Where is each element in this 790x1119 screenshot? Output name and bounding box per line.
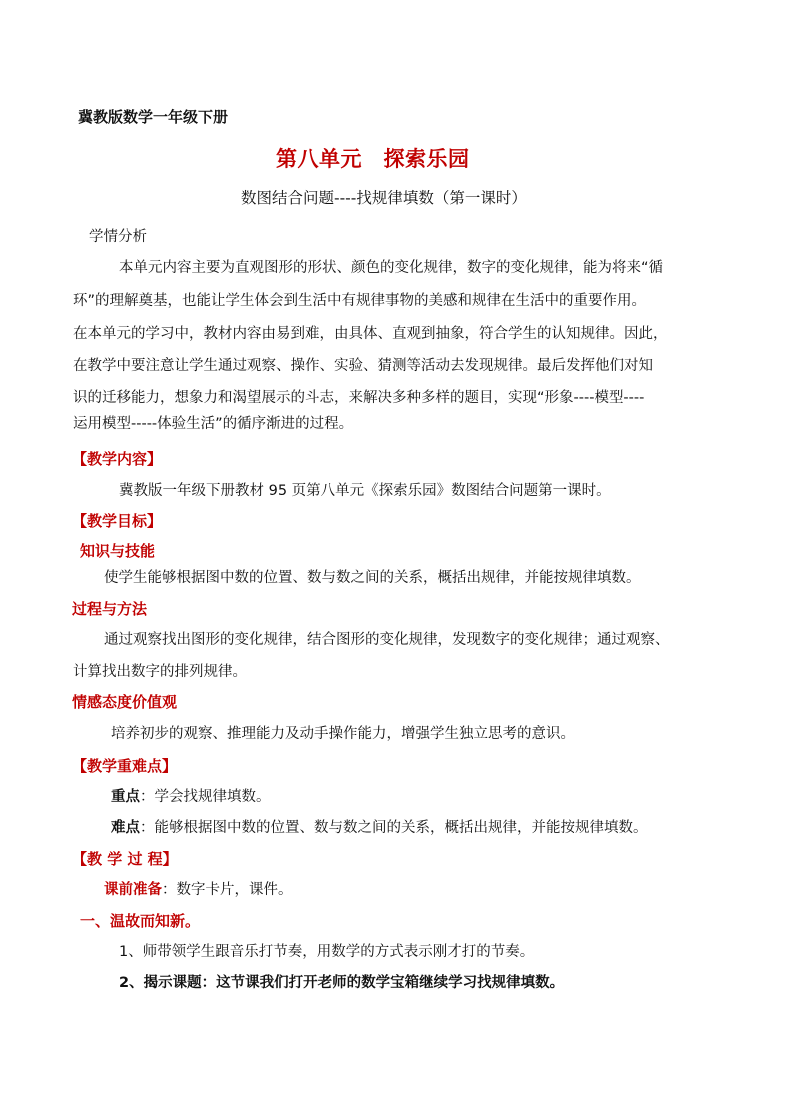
knowledge-text: 使学生能够根据图中数的位置、数与数之间的关系，概括出规律，并能按规律填数。 bbox=[104, 570, 641, 586]
step-1-item-1: 1、师带领学生跟音乐打节奏，用数学的方式表示刚才打的节奏。 bbox=[119, 944, 535, 960]
analysis-line-5: 识的迁移能力，想象力和渴望展示的斗志，来解决多种多样的题目，实现“形象----模型---- bbox=[73, 390, 645, 406]
key-point-label: 重点 bbox=[111, 789, 140, 805]
difficult-point-line bbox=[111, 818, 648, 838]
analysis-line-3: 在本单元的学习中，教材内容由易到难，由具体、直观到抽象，符合学生的认知规律。因此， bbox=[73, 326, 668, 342]
unit-title: 第八单元 探索乐园 bbox=[276, 147, 470, 171]
lesson-subtitle: 数图结合问题----找规律填数（第一课时） bbox=[241, 189, 527, 207]
teaching-content-text: 冀教版一年级下册教材 95 页第八单元《探索乐园》数图结合问题第一课时。 bbox=[119, 483, 611, 499]
analysis-line-6: 运用模型-----体验生活”的循序渐进的过程。 bbox=[73, 416, 354, 432]
step-1-heading: 一、温故而知新。 bbox=[80, 912, 201, 930]
process-line-2: 计算找出数字的排列规律。 bbox=[73, 664, 247, 680]
analysis-line-1: 本单元内容主要为直观图形的形状、颜色的变化规律，数字的变化规律，能为将来“循 bbox=[119, 260, 664, 276]
preparation-label: 课前准备 bbox=[104, 882, 162, 898]
step-1-item-2: 2、揭示课题：这节课我们打开老师的数学宝箱继续学习找规律填数。 bbox=[119, 975, 565, 991]
analysis-line-4: 在教学中要注意让学生通过观察、操作、实验、猜测等活动去发现规律。最后发挥他们对知 bbox=[73, 358, 653, 374]
difficult-point-text: ：能够根据图中数的位置、数与数之间的关系，概括出规律，并能按规律填数。 bbox=[140, 820, 648, 836]
process-line-1: 通过观察找出图形的变化规律，结合图形的变化规律，发现数字的变化规律；通过观察、 bbox=[104, 632, 670, 648]
heading-teaching-procedure: 【教 学 过 程】 bbox=[72, 850, 178, 868]
heading-emotion-values: 情感态度价值观 bbox=[72, 693, 178, 711]
analysis-line-2: 环”的理解奠基，也能让学生体会到生活中有规律事物的美感和规律在生活中的重要作用。 bbox=[73, 293, 647, 309]
heading-key-difficult-points: 【教学重难点】 bbox=[72, 757, 178, 775]
heading-teaching-goals: 【教学目标】 bbox=[72, 512, 163, 530]
key-point-line bbox=[111, 787, 271, 807]
emotion-text: 培养初步的观察、推理能力及动手操作能力，增强学生独立思考的意识。 bbox=[111, 726, 575, 742]
section-analysis-heading: 学情分析 bbox=[89, 229, 147, 245]
heading-teaching-content: 【教学内容】 bbox=[72, 450, 163, 468]
difficult-point-label: 难点 bbox=[111, 820, 140, 836]
heading-process-methods: 过程与方法 bbox=[72, 600, 148, 618]
key-point-text: ：学会找规律填数。 bbox=[140, 789, 271, 805]
heading-knowledge-skills: 知识与技能 bbox=[80, 542, 156, 560]
preparation-line bbox=[104, 880, 293, 900]
book-name: 冀教版数学一年级下册 bbox=[78, 108, 229, 126]
preparation-text: ：数字卡片，课件。 bbox=[162, 882, 293, 898]
